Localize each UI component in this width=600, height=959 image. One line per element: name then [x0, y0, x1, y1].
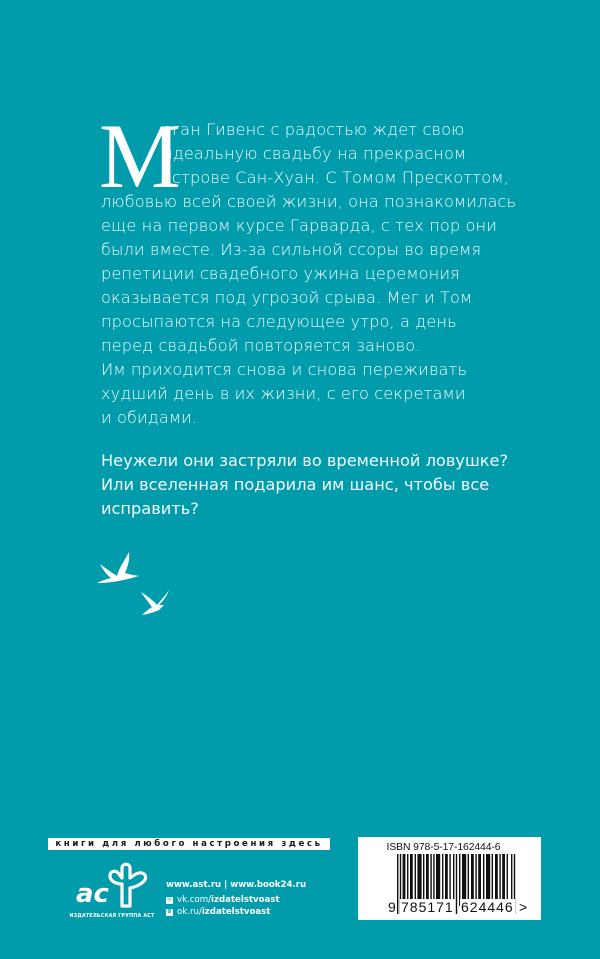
- vk-link-prefix: vk.com/: [177, 895, 212, 905]
- ok-link-prefix: ok.ru/: [177, 907, 202, 917]
- blurb-line: еще на первом курсе Гарварда, с тех пор они: [101, 216, 497, 235]
- isbn-label: ISBN 978-5-17-162444-6: [386, 842, 501, 853]
- blurb-paragraph: [99, 105, 517, 430]
- blurb-line: и обидами.: [101, 408, 198, 427]
- blurb-line: оказывается под угрозой срыва. Мег и Том: [101, 288, 473, 307]
- barcode-group-2: 624446: [461, 899, 514, 915]
- ok-icon: 8: [167, 908, 172, 915]
- blurb-line: любовью всей своей жизни, она познакомилась: [101, 192, 517, 211]
- svg-text:ас: ас: [76, 879, 109, 908]
- blurb-line: перед свадьбой повторяется заново.: [101, 336, 421, 355]
- ok-link-handle: izdatelstvoast: [201, 907, 271, 917]
- blurb-line: еган Гивенс с радостью ждет свою: [162, 120, 465, 139]
- blurb-line: Им приходится снова и снова переживать: [101, 360, 468, 379]
- blurb-line: острове Сан-Хуан. С Томом Прескоттом,: [162, 168, 509, 187]
- isbn-barcode-block: [358, 837, 541, 920]
- blurb-line: репетиции свадебного ужина церемония: [101, 264, 460, 283]
- ok-link[interactable]: [166, 906, 306, 918]
- barcode-group-1: 785171: [401, 899, 454, 915]
- tagline-banner: [48, 838, 330, 850]
- blurb-line: просыпаются на следующее утро, а день: [101, 312, 457, 331]
- blurb-line: были вместе. Из-за сильной ссоры во время: [101, 240, 482, 259]
- publisher-group-label: ИЗДАТЕЛЬСКАЯ ГРУППА АСТ: [69, 914, 155, 919]
- website-links[interactable]: www.ast.ru | www.book24.ru: [166, 880, 307, 890]
- vk-icon: ✉: [167, 896, 172, 903]
- question-line: Неужели они застряли во временной ловушке?: [101, 451, 509, 470]
- question-line: исправить?: [101, 499, 199, 518]
- two-doves-icon: [95, 550, 175, 620]
- question-paragraph: [101, 449, 521, 521]
- question-line: Или вселенная подарила им шанс, чтобы все: [101, 475, 490, 494]
- barcode-arrow: >: [519, 899, 528, 915]
- vk-link[interactable]: [166, 894, 306, 906]
- blurb-line: худший день в их жизни, с его секретами: [101, 384, 466, 403]
- barcode-first-digit: 9: [388, 899, 396, 915]
- publisher-links: [166, 880, 306, 918]
- blurb-line: идеальную свадьбу на прекрасном: [162, 144, 467, 163]
- vk-link-handle: izdatelstvoast: [211, 895, 280, 905]
- tagline-text: книги для любого настроения здесь: [55, 839, 323, 849]
- drop-cap: М: [99, 105, 179, 207]
- ast-logo-icon: [74, 860, 150, 908]
